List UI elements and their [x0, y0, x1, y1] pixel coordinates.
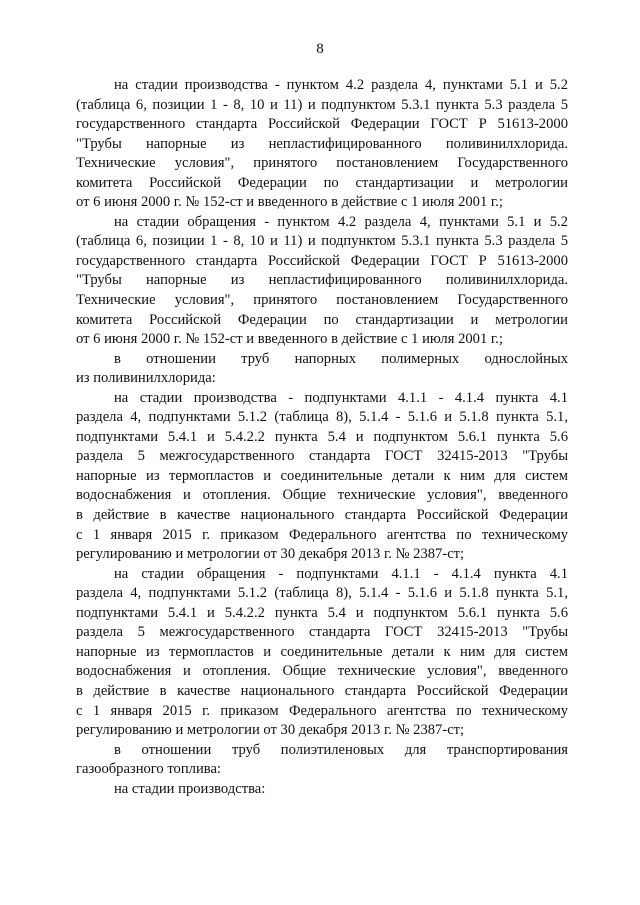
- text-line: от 6 июня 2000 г. № 152-ст и введенного в действие с 1 июля 2001 г.;: [76, 194, 503, 211]
- text-line: на стадии производства:: [114, 780, 266, 797]
- text-line: в действие в качестве национального стандарта Российской Федерации: [76, 682, 568, 699]
- text-line: регулированию и метрологии от 30 декабря 2013 г. № 2387-ст;: [76, 722, 465, 739]
- text-line: на стадии производства - подпунктами 4.1.1 - 4.1.4 пункта 4.1: [114, 389, 568, 406]
- text-line: регулированию и метрологии от 30 декабря 2013 г. № 2387-ст;: [76, 546, 465, 563]
- text-line: государственного стандарта Российской Федерации ГОСТ Р 51613-2000: [76, 252, 568, 269]
- paragraph-polyethylene-gas-heading: [76, 741, 568, 780]
- text-line: из поливинилхлорида:: [76, 370, 216, 387]
- text-line: водоснабжения и отопления. Общие технические условия", введенного: [76, 487, 568, 504]
- paragraph-circulation-gost-32415: [76, 565, 568, 741]
- text-line: на стадии обращения - пунктом 4.2 раздела 4, пунктами 5.1 и 5.2: [114, 213, 568, 230]
- text-line: "Трубы напорные из непластифицированного поливинилхлорида.: [76, 272, 568, 289]
- text-line: комитета Российской Федерации по стандартизации и метрологии: [76, 174, 568, 191]
- text-line: в отношении труб полиэтиленовых для транспортирования: [114, 741, 568, 758]
- text-line: Технические условия", принятого постановлением Государственного: [76, 155, 568, 172]
- text-line: комитета Российской Федерации по стандартизации и метрологии: [76, 311, 568, 328]
- text-line: подпунктами 5.4.1 и 5.4.2.2 пункта 5.4 и подпунктом 5.6.1 пункта 5.6: [76, 604, 568, 621]
- text-line: напорные из термопластов и соединительные детали к ним для систем: [76, 643, 568, 660]
- text-line: на стадии производства - пунктом 4.2 раздела 4, пунктами 5.1 и 5.2: [114, 77, 568, 93]
- text-line: Технические условия", принятого постановлением Государственного: [76, 292, 568, 309]
- paragraph-production-gost-32415: [76, 389, 568, 565]
- text-line: в отношении труб напорных полимерных однослойных: [114, 350, 568, 367]
- text-line: с 1 января 2015 г. приказом Федерального агентства по техническому: [76, 526, 568, 543]
- page-number: 8: [316, 41, 324, 57]
- text-line: (таблица 6, позиции 1 - 8, 10 и 11) и подпунктом 5.3.1 пункта 5.3 раздела 5: [76, 233, 568, 250]
- text-line: от 6 июня 2000 г. № 152-ст и введенного в действие с 1 июля 2001 г.;: [76, 331, 503, 348]
- document-text-body: [76, 76, 568, 799]
- text-line: "Трубы напорные из непластифицированного поливинилхлорида.: [76, 135, 568, 152]
- text-line: (таблица 6, позиции 1 - 8, 10 и 11) и подпунктом 5.3.1 пункта 5.3 раздела 5: [76, 96, 568, 113]
- text-line: с 1 января 2015 г. приказом Федерального агентства по техническому: [76, 702, 568, 719]
- text-line: в действие в качестве национального стандарта Российской Федерации: [76, 507, 568, 524]
- text-line: напорные из термопластов и соединительные детали к ним для систем: [76, 467, 568, 484]
- text-line: государственного стандарта Российской Федерации ГОСТ Р 51613-2000: [76, 116, 568, 133]
- text-line: раздела 5 межгосударственного стандарта ГОСТ 32415-2013 "Трубы: [76, 448, 568, 465]
- text-line: раздела 4, подпунктами 5.1.2 (таблица 8), 5.1.4 - 5.1.6 и 5.1.8 пункта 5.1,: [76, 585, 568, 602]
- text-line: на стадии обращения - подпунктами 4.1.1 - 4.1.4 пункта 4.1: [114, 565, 568, 582]
- paragraph-pvc-pipes-heading: [76, 350, 568, 389]
- text-line: раздела 5 межгосударственного стандарта ГОСТ 32415-2013 "Трубы: [76, 624, 568, 641]
- text-line: подпунктами 5.4.1 и 5.4.2.2 пункта 5.4 и подпунктом 5.6.1 пункта 5.6: [76, 428, 568, 445]
- paragraph-circulation-gost-51613: [76, 213, 568, 350]
- paragraph-production-stage-start: [76, 780, 568, 800]
- paragraph-production-gost-51613: [76, 76, 568, 213]
- text-line: водоснабжения и отопления. Общие технические условия", введенного: [76, 663, 568, 680]
- text-line: газообразного топлива:: [76, 761, 221, 778]
- text-line: раздела 4, подпунктами 5.1.2 (таблица 8), 5.1.4 - 5.1.6 и 5.1.8 пункта 5.1,: [76, 409, 568, 426]
